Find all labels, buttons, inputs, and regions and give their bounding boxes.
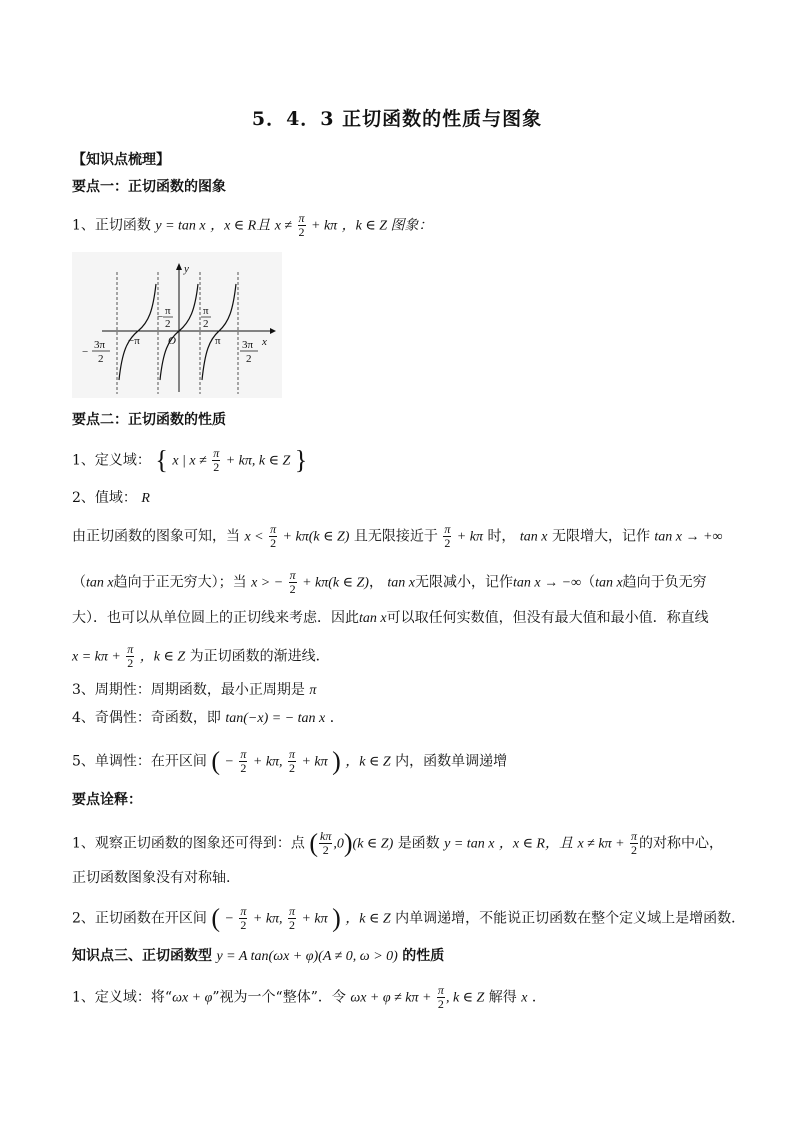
odd-formula: tan(−x) = − tan x — [225, 711, 326, 726]
note2-frac2: $\frac{\pi}{2}$ — [289, 904, 296, 932]
tangent-graph — [72, 252, 282, 398]
mono-frac1: $\frac{\pi}{2}$ — [240, 747, 247, 775]
item1-plus: + kπ — [311, 218, 338, 234]
para2-math-k: tan x — [595, 575, 623, 591]
mono-math-c: + kπ, — [252, 754, 283, 770]
last-frac: $\frac{\pi}{2}$ — [437, 983, 444, 1011]
note1-paren-close: ) — [343, 828, 353, 858]
odd-line — [72, 708, 344, 729]
last-text-c: ”视为一个“整体”．令 — [212, 989, 346, 1006]
neg-pi-label: −π — [128, 335, 140, 347]
para1-text-f: 时， — [487, 528, 516, 545]
mono-paren-open: ( — [211, 746, 221, 776]
x-axis-label: x — [262, 336, 267, 348]
para2-text-c: 趋向于正无穷大）；当 — [113, 574, 247, 591]
para3-math-b: tan x — [359, 611, 387, 626]
half-pi-den: 2 — [203, 318, 209, 330]
para1-text-d: 且无限接近于 — [353, 528, 438, 545]
note2-math-c: + kπ, — [252, 911, 283, 927]
note1-frac2: $\frac{\pi}{2}$ — [630, 829, 637, 857]
point1-heading: 要点一：正切函数的图象 — [72, 179, 226, 195]
neg-3half-num: 3π — [94, 339, 106, 351]
note1-math-g: x ≠ kπ + — [577, 836, 625, 852]
note2-text-f: 内单调递增，不能说正切函数在整个定义域上是增函数． — [395, 910, 746, 927]
note1-math-c: (k ∈ Z) — [352, 836, 394, 852]
point3-text-a: 知识点三、正切函数型 — [72, 948, 212, 964]
para2-math-b: tan x — [86, 575, 114, 591]
last-math-d: ωx + φ ≠ kπ + — [350, 990, 432, 1006]
last-text-f: 解得 — [488, 989, 517, 1006]
para4-math-b: ，k ∈ Z — [139, 649, 186, 665]
para1-math-b: x < — [244, 529, 264, 545]
paragraph-3 — [72, 608, 709, 629]
item1-prefix: 1、正切函数 — [72, 217, 151, 234]
para2-math-g: tan x — [387, 575, 416, 591]
note1-math-e: y = tan x — [444, 836, 495, 852]
item1-func: y = tan x — [155, 218, 206, 234]
neg-3half-sign: − — [82, 346, 89, 358]
para1-frac2: $\frac{\pi}{2}$ — [444, 522, 451, 550]
odd-end: ． — [329, 710, 344, 726]
note1b-line: 正切函数图象没有对称轴. — [72, 870, 231, 886]
mono-text-f: 内，函数单调递增 — [395, 753, 508, 770]
note1-text-h: 的对称中心， — [639, 835, 723, 852]
para2-frac: $\frac{\pi}{2}$ — [289, 568, 296, 596]
y-axis-label: y — [184, 263, 189, 275]
neg-3half-den: 2 — [98, 353, 104, 365]
last-text-a: 1、定义域：将“ — [72, 989, 173, 1006]
neg-half-pi-sign: − — [157, 311, 164, 323]
note2-text-a: 2、正切函数在开区间 — [72, 910, 207, 927]
item1-suffix: ，k ∈ Z 图象： — [341, 218, 433, 234]
notes-heading: 要点诠释： — [72, 792, 142, 808]
pos-3half-num: 3π — [242, 339, 254, 351]
note1-paren-open: ( — [309, 828, 319, 858]
para1-text-a: 由正切函数的图象可知，当 — [72, 528, 240, 545]
note2-line — [72, 905, 745, 932]
para3-text-c: 可以取任何实数值，但没有最大值和最小值．称直线 — [386, 610, 709, 626]
para2-math-e: + kπ(k ∈ Z) — [302, 575, 369, 591]
point2-heading: 要点二：正切函数的性质 — [72, 412, 226, 428]
range-line — [72, 488, 150, 509]
mono-math-e: ，k ∈ Z — [345, 754, 391, 770]
paragraph-1 — [72, 523, 722, 550]
para2-text-a: （ — [72, 574, 86, 591]
brace-close: } — [294, 445, 308, 475]
mono-line — [72, 748, 507, 775]
note2-paren-open: ( — [211, 903, 221, 933]
half-pi-num: π — [203, 305, 209, 317]
item1-domain: ，x ∈ R且 — [210, 218, 271, 234]
x-axis-arrow — [270, 328, 276, 334]
mono-paren-close: ) — [332, 746, 341, 776]
domain-prefix: 1、定义域： — [72, 452, 151, 469]
note1-math-f: ，x ∈ R，且 — [498, 836, 573, 852]
domain-set: x | x ≠ — [172, 453, 207, 469]
item1-fraction: $\frac{\pi}{2}$ — [298, 211, 305, 239]
domain-fraction: $\frac{\pi}{2}$ — [213, 446, 220, 474]
last-math-g: x — [521, 990, 528, 1006]
pos-3half-den: 2 — [246, 353, 252, 365]
range-value: R — [141, 491, 150, 506]
page-title: 5．4．3 正切函数的性质与图象 — [251, 108, 543, 130]
note2-frac1: $\frac{\pi}{2}$ — [240, 904, 247, 932]
paragraph-2 — [72, 569, 707, 596]
section-header: 【知识点梳理】 — [72, 152, 170, 168]
branch-left — [119, 284, 156, 380]
paragraph-4 — [72, 643, 330, 670]
para1-text-h: 无限增大，记作 — [551, 528, 650, 545]
mono-math-d: + kπ — [301, 754, 328, 770]
note1-line — [72, 830, 723, 857]
odd-text: 4、奇偶性：奇函数，即 — [72, 710, 221, 726]
mono-text-a: 5、单调性：在开区间 — [72, 753, 207, 770]
note1-text-a: 1、观察正切函数的图象还可得到：点 — [72, 835, 305, 852]
para1-math-c: + kπ(k ∈ Z) — [282, 529, 350, 545]
para4-text-c: 为正切函数的渐进线． — [189, 648, 330, 665]
y-axis-arrow — [176, 263, 182, 270]
mono-frac2: $\frac{\pi}{2}$ — [289, 747, 296, 775]
para4-frac: $\frac{\pi}{2}$ — [127, 642, 134, 670]
branch-right — [202, 284, 236, 380]
brace-open: { — [155, 445, 168, 475]
note2-paren-close: ) — [332, 903, 341, 933]
para1-frac1: $\frac{\pi}{2}$ — [270, 522, 277, 550]
domain-tail: + kπ, k ∈ Z — [225, 453, 291, 469]
pi-label: π — [215, 335, 221, 347]
mono-minus: − — [224, 754, 234, 770]
para2-text-j: （ — [581, 574, 596, 591]
point3-heading — [72, 946, 444, 967]
note2-math-d: + kπ — [301, 911, 328, 927]
para1-math-e: + kπ — [456, 529, 483, 545]
para2-text-f: ， — [368, 574, 383, 591]
last-math-e: , k ∈ Z — [445, 990, 485, 1006]
para2-math-d: x > − — [251, 575, 284, 591]
point3-formula: y = A tan(ωx + φ)(A ≠ 0, ω > 0) — [216, 949, 398, 964]
note1-text-d: 是函数 — [397, 835, 440, 852]
item1-cond: x ≠ — [274, 218, 293, 234]
para3-text-a: 大）．也可以从单位圆上的正切线来考虑．因此 — [72, 610, 359, 626]
note2-math-e: ，k ∈ Z — [345, 911, 391, 927]
period-value: π — [309, 683, 317, 698]
note1-math-b: ,0 — [333, 836, 344, 852]
last-text-h: ． — [531, 989, 546, 1006]
tangent-graph-svg — [72, 252, 282, 398]
domain-line — [72, 447, 307, 474]
para2-math-i: tan x → −∞ — [513, 575, 582, 591]
period-text: 3、周期性：周期函数，最小正周期是 — [72, 682, 305, 698]
neg-half-pi-num: π — [165, 305, 171, 317]
item1-line — [72, 212, 433, 239]
origin-label: O — [168, 335, 176, 347]
para2-text-h: 无限减小，记作 — [415, 574, 514, 591]
neg-half-pi-den: 2 — [165, 318, 171, 330]
point3-text-c: 的性质 — [402, 948, 445, 964]
para4-math-a: x = kπ + — [72, 649, 121, 665]
note2-minus: − — [224, 911, 234, 927]
period-line — [72, 680, 316, 701]
range-prefix: 2、值域： — [72, 490, 137, 506]
last-math-b: ωx + φ — [172, 990, 213, 1006]
para1-math-i: tan x → +∞ — [654, 529, 723, 545]
para2-text-l: 趋向于负无穷 — [622, 574, 707, 591]
note1-frac: $\frac{k\pi}{2}$ — [320, 829, 332, 857]
last-line — [72, 984, 546, 1011]
para1-math-g: tan x — [519, 529, 548, 545]
